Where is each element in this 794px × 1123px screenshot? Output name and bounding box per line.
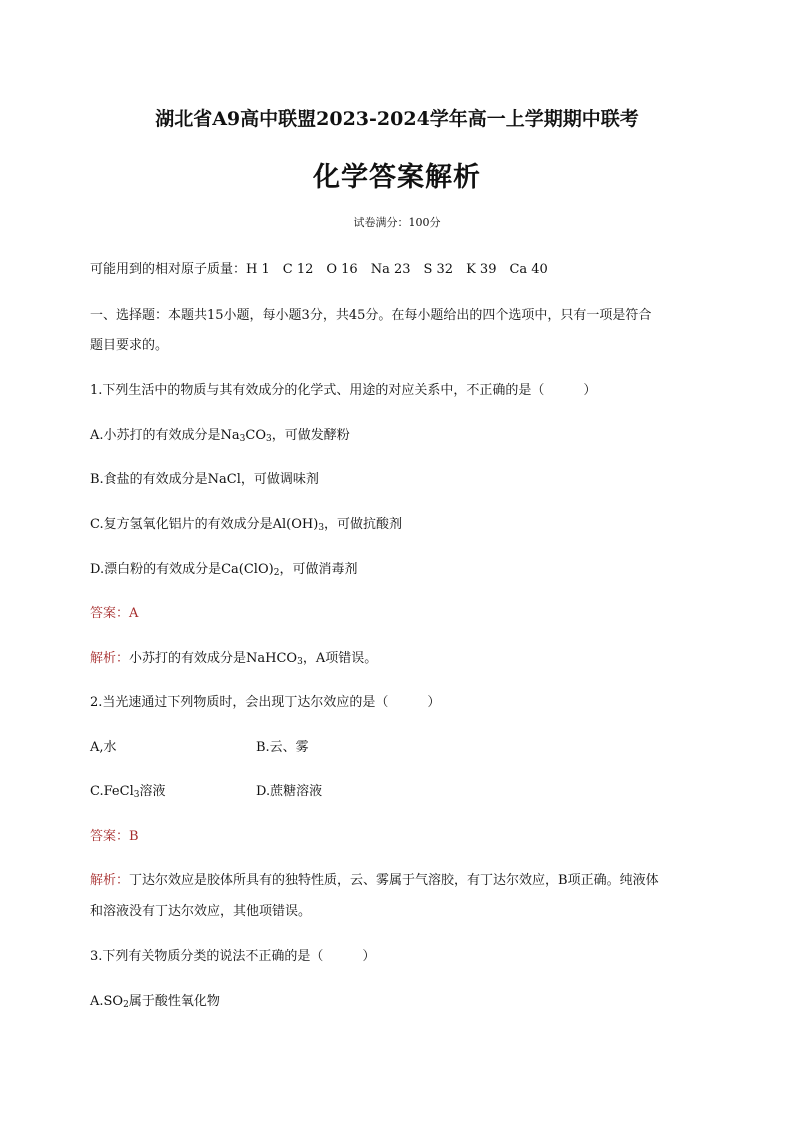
q2-option-c bbox=[90, 780, 165, 799]
q2-analysis-line1 bbox=[90, 869, 659, 888]
answer-value: B bbox=[129, 829, 139, 844]
q2-option-b: B.云、雾 bbox=[256, 740, 309, 755]
q3-option-a bbox=[90, 990, 220, 1009]
q1-answer bbox=[90, 602, 138, 621]
q2-option-a: A,水 bbox=[90, 740, 117, 755]
subscript: 3 bbox=[266, 434, 272, 444]
q3-option-a-text: A.SO bbox=[90, 994, 124, 1009]
q1-option-c bbox=[90, 513, 402, 532]
q1-option-c-tail: ，可做抗酸剂 bbox=[324, 517, 403, 532]
q2-option-c-text: C.FeCl bbox=[90, 784, 134, 799]
q3-stem: 3.下列有关物质分类的说法不正确的是（ ） bbox=[90, 949, 376, 964]
analysis-text: 小苏打的有效成分是NaHCO bbox=[129, 651, 298, 666]
section-heading-line2: 题目要求的。 bbox=[90, 338, 169, 353]
section-heading-line1: 一、选择题：本题共15小题，每小题3分，共45分。在每小题给出的四个选项中，只有一项是符合 bbox=[90, 308, 652, 323]
subscript: 3 bbox=[133, 790, 140, 800]
q2-stem: 2.当光速通过下列物质时，会出现丁达尔效应的是（ ） bbox=[90, 695, 441, 710]
q2-answer bbox=[90, 825, 139, 844]
subscript: 3 bbox=[297, 657, 303, 667]
analysis-text: 丁达尔效应是胶体所具有的独特性质，云、雾属于气溶胶，有丁达尔效应，B项正确。纯液体 bbox=[129, 873, 659, 888]
q2-option-c-tail: 溶液 bbox=[139, 784, 166, 799]
answer-label: 答案： bbox=[90, 606, 130, 621]
q2-option-d: D.蔗糖溶液 bbox=[256, 784, 323, 799]
q2-options-row1 bbox=[90, 736, 117, 755]
subscript: 2 bbox=[123, 1000, 129, 1010]
q1-option-c-text: C.复方氢氧化铝片的有效成分是Al(OH) bbox=[90, 517, 319, 532]
exam-title: 湖北省A9高中联盟2023-2024学年高一上学期期中联考 bbox=[155, 108, 639, 130]
q1-option-d-tail: ，可做消毒剂 bbox=[279, 562, 358, 577]
answer-value: A bbox=[129, 606, 139, 621]
q1-analysis bbox=[90, 647, 377, 666]
q1-stem: 1.下列生活中的物质与其有效成分的化学式、用途的对应关系中，不正确的是（ ） bbox=[90, 383, 597, 398]
analysis-label: 解析： bbox=[90, 873, 130, 888]
q1-option-b: B.食盐的有效成分是NaCl，可做调味剂 bbox=[90, 472, 319, 487]
q1-option-a bbox=[90, 424, 350, 443]
atomic-masses: 可能用到的相对原子质量：H 1 C 12 O 16 Na 23 S 32 K 39 Ca 40 bbox=[90, 262, 548, 277]
analysis-tail: ，A项错误。 bbox=[302, 651, 378, 666]
q1-option-a-text: A.小苏打的有效成分是Na bbox=[90, 428, 240, 443]
q2-analysis-line2: 和溶液没有丁达尔效应，其他项错误。 bbox=[90, 904, 312, 919]
subscript: 3 bbox=[239, 434, 246, 444]
document-subtitle: 化学答案解析 bbox=[313, 162, 481, 193]
score-note: 试卷满分：100分 bbox=[353, 216, 441, 229]
q1-option-a-tail: ，可做发酵粉 bbox=[271, 428, 350, 443]
answer-label: 答案： bbox=[90, 829, 130, 844]
subscript: 3 bbox=[318, 523, 325, 533]
q1-option-a-formula: CO bbox=[245, 428, 266, 443]
analysis-label: 解析： bbox=[90, 651, 130, 666]
subscript: 2 bbox=[273, 568, 280, 578]
q1-option-d-text: D.漂白粉的有效成分是Ca(ClO) bbox=[90, 562, 274, 577]
q1-option-d bbox=[90, 558, 357, 577]
q3-option-a-tail: 属于酸性氧化物 bbox=[128, 994, 220, 1009]
